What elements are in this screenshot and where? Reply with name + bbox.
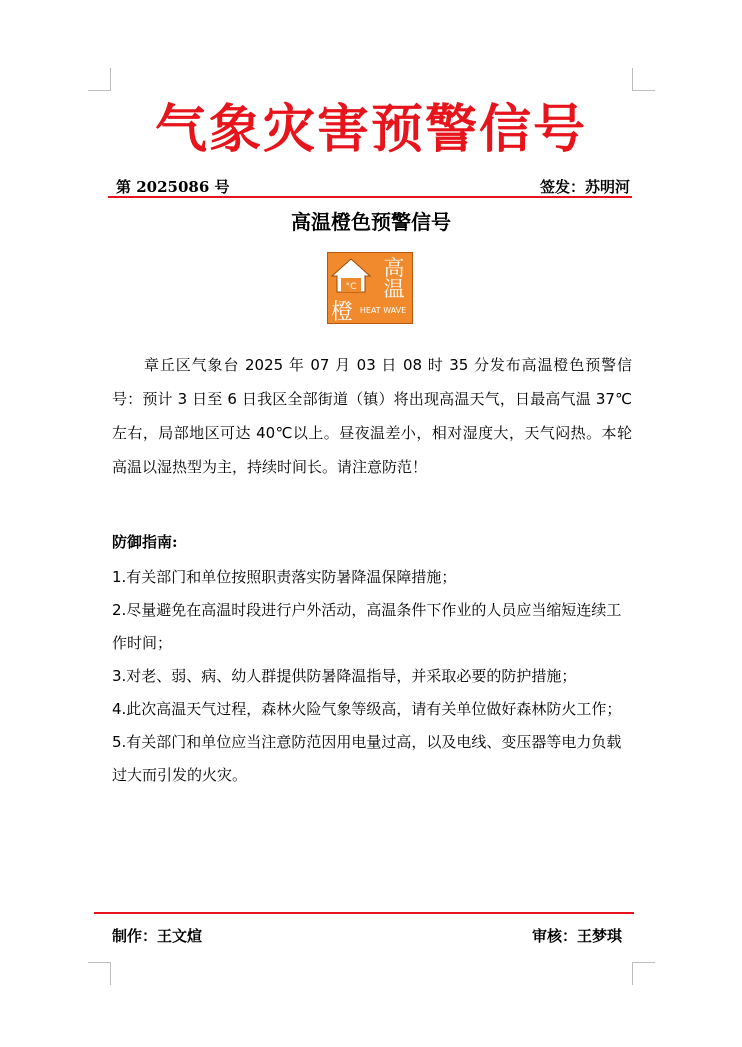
document-title: 气象灾害预警信号	[154, 100, 587, 160]
guidance-item: 3.对老、弱、病、幼人群提供防暑降温指导，并采取必要的防护措施；	[112, 667, 577, 685]
crop-mark-top-left	[88, 68, 111, 91]
footer-divider	[94, 912, 634, 914]
guidance-item: 4.此次高温天气过程，森林火险气象等级高，请有关单位做好森林防火工作；	[112, 700, 622, 718]
badge-line1: 高	[383, 256, 405, 280]
crop-mark-top-right	[632, 68, 655, 91]
heat-wave-orange-icon	[327, 252, 413, 324]
signal-title: 高温橙色预警信号	[291, 210, 451, 234]
warning-paragraph: 章丘区气象台 2025 年 07 月 03 日 08 时 35 分发布高温橙色预警信号：预计 3 日至 6 日我区全部街道（镇）将出现高温天气，日最高气温 37℃左右，局部地区可达 40℃以上。昼夜温差小，相对湿度大，天气闷热。本轮高温以湿热型为主，持续时间长。请注意防范！	[112, 356, 632, 476]
made-by: 制作：王文煊	[112, 927, 203, 945]
crop-mark-bottom-left	[88, 962, 111, 985]
reviewed-by: 审核：王梦琪	[531, 927, 622, 945]
meta-row	[116, 176, 630, 198]
signed-by: 签发：苏明河	[539, 178, 630, 196]
footer-row	[112, 924, 622, 948]
badge-line2: 温	[383, 277, 405, 301]
issue-number: 第 2025086 号	[116, 178, 230, 196]
guidance-heading: 防御指南:	[112, 533, 178, 551]
guidance-item: 2.尽量避免在高温时段进行户外活动，高温条件下作业的人员应当缩短连续工作时间；	[112, 601, 622, 652]
guidance-item: 5.有关部门和单位应当注意防范因用电量过高，以及电线、变压器等电力负载过大而引发的火灾。	[112, 733, 622, 784]
guidance-item: 1.有关部门和单位按照职责落实防暑降温保障措施；	[112, 568, 457, 586]
badge-degree-text: °C	[345, 282, 357, 292]
badge-english: HEAT WAVE	[359, 306, 407, 315]
badge-level: 橙	[330, 300, 354, 324]
crop-mark-bottom-right	[632, 962, 655, 985]
guidance-list	[112, 561, 632, 792]
header-divider	[108, 196, 632, 198]
